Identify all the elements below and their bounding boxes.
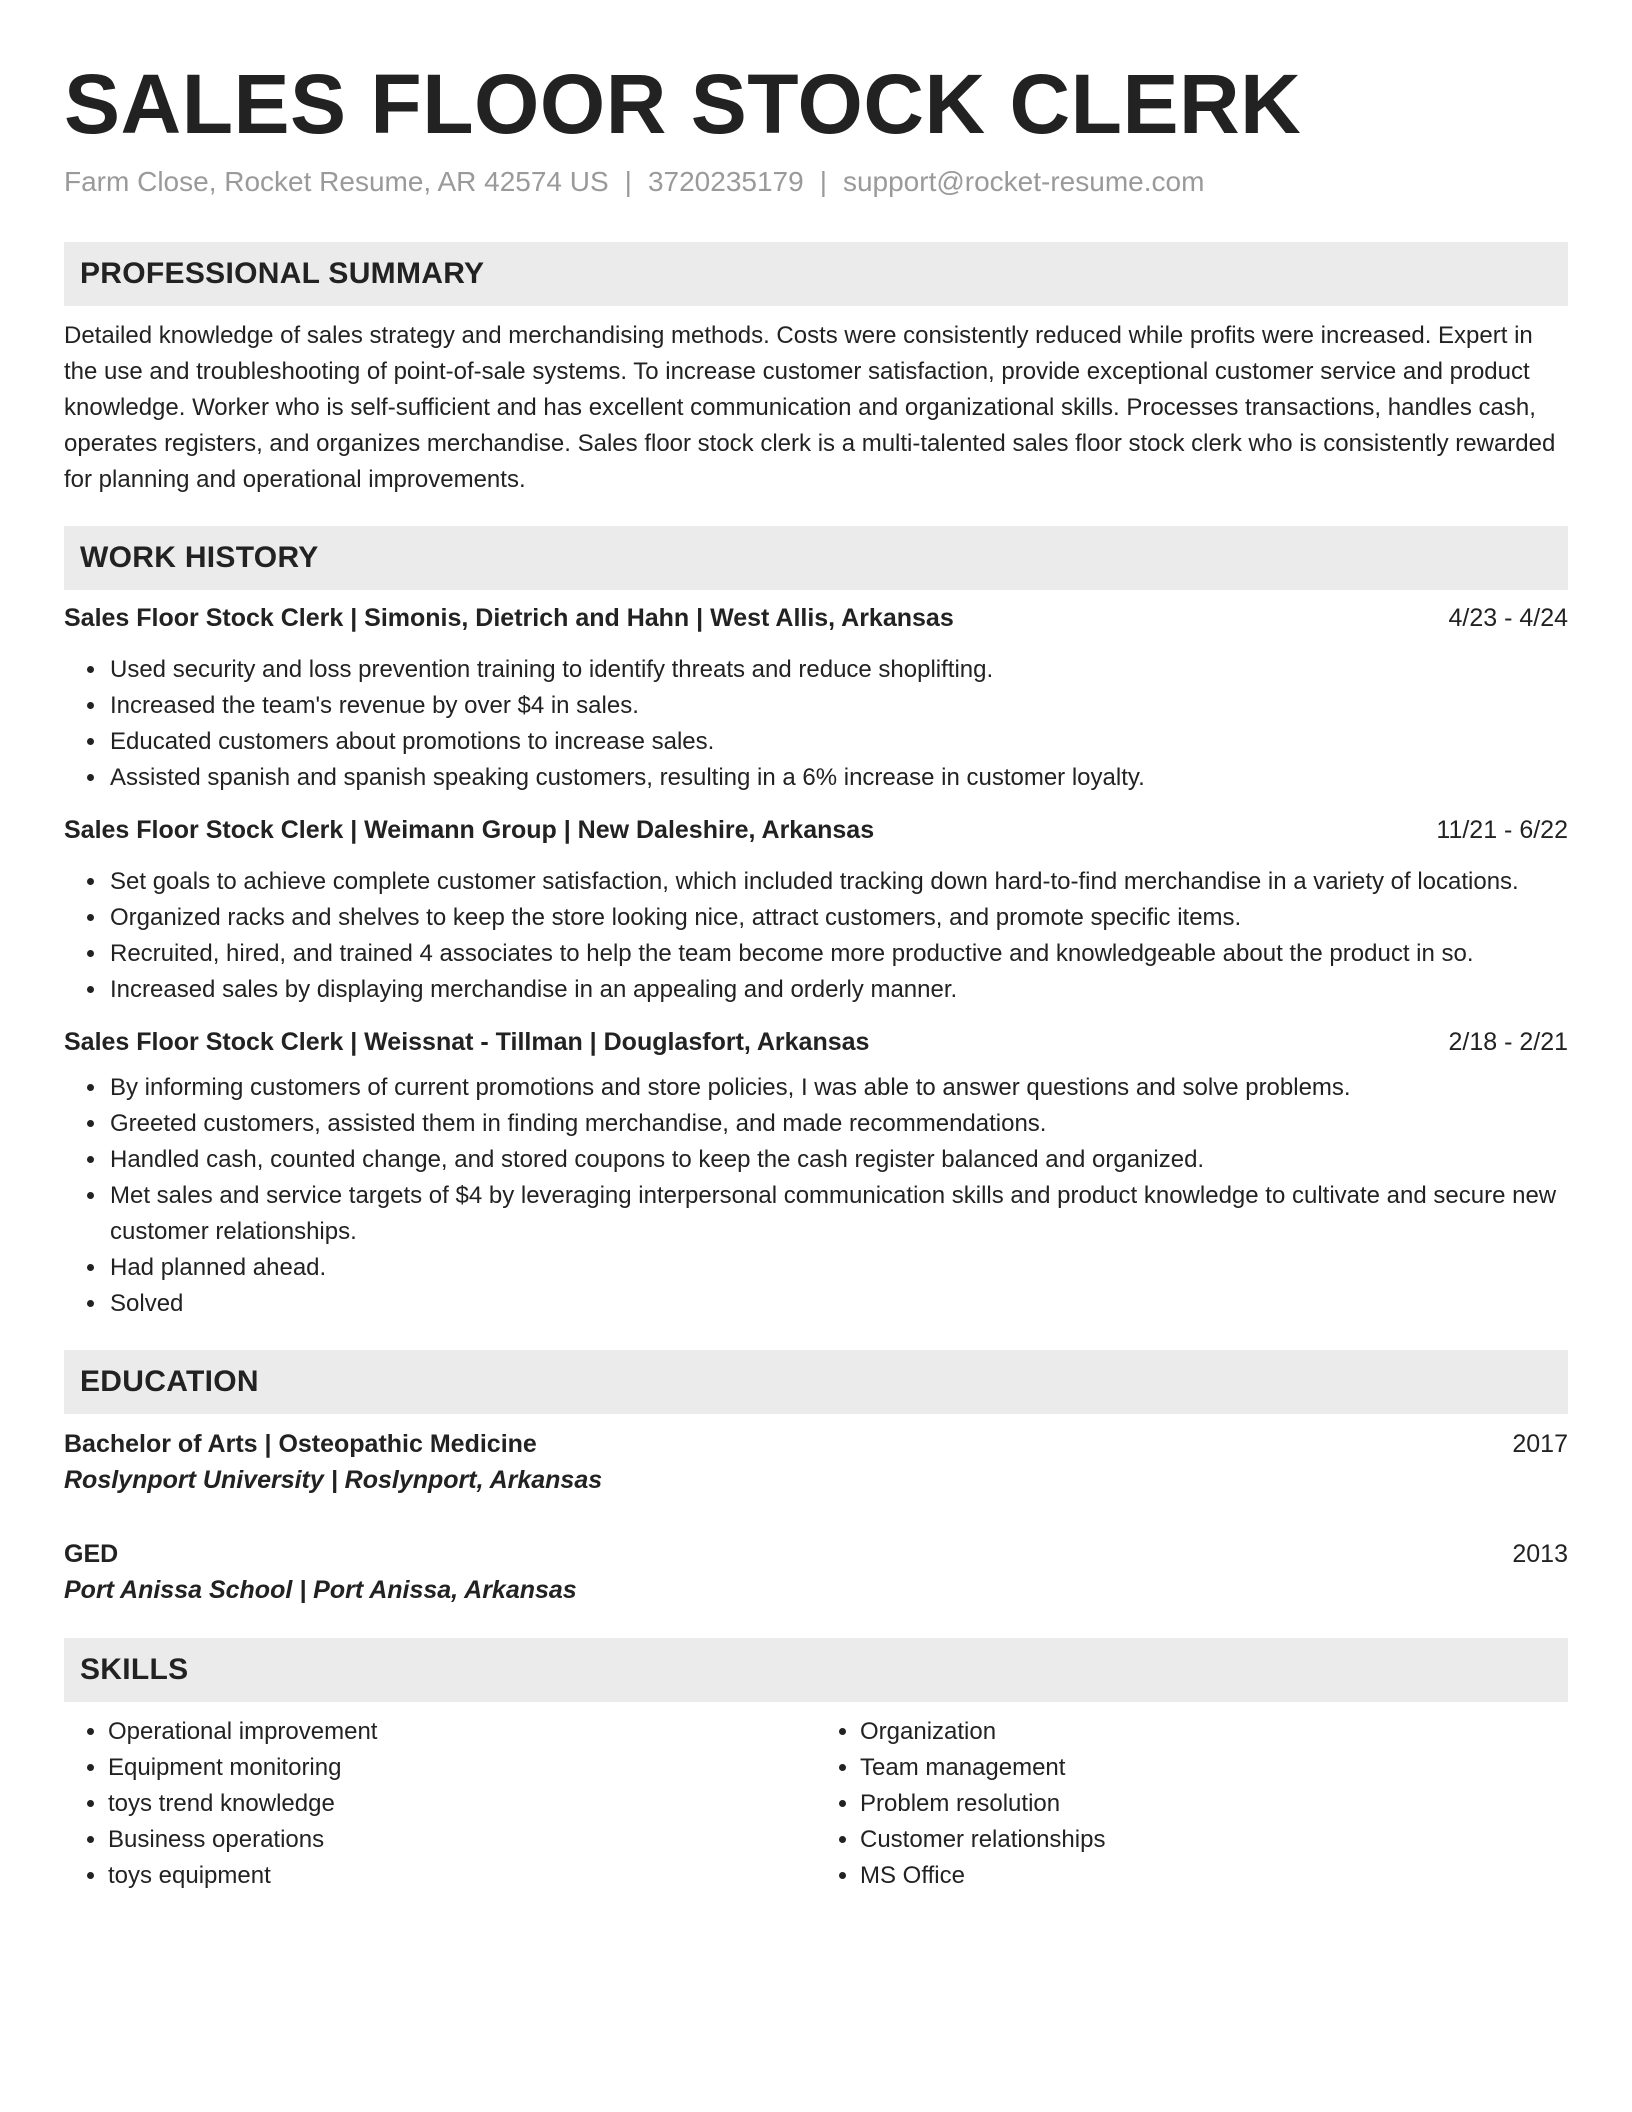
skill-item: • Operational improvement	[108, 1714, 816, 1750]
skill-item: • toys equipment	[108, 1858, 816, 1894]
job-dates: 11/21 - 6/22	[1436, 816, 1568, 844]
job-header	[64, 600, 1568, 636]
list-item: • By informing customers of current promotions and store policies, I was able to answer questions and solve problems.	[108, 1070, 1568, 1106]
graduation-year: 2013	[1512, 1540, 1568, 1568]
skills-list	[64, 1714, 1568, 1894]
list-item: • Educated customers about promotions to increase sales.	[108, 724, 1568, 760]
job-title: Sales Floor Stock Clerk | Weissnat - Tillman | Douglasfort, Arkansas	[64, 1028, 870, 1056]
list-item: • Greeted customers, assisted them in finding merchandise, and made recommendations.	[108, 1106, 1568, 1142]
education-entry	[64, 1426, 1568, 1498]
job-bullets	[64, 652, 1568, 796]
list-item: • Used security and loss prevention training to identify threats and reduce shoplifting.	[108, 652, 1568, 688]
list-item: • Handled cash, counted change, and stored coupons to keep the cash register balanced and organized.	[108, 1142, 1568, 1178]
education-header	[64, 1426, 1568, 1462]
school: Roslynport University | Roslynport, Arkansas	[64, 1466, 603, 1494]
job-title: Sales Floor Stock Clerk | Weimann Group | New Daleshire, Arkansas	[64, 816, 875, 844]
skill-item: • Organization	[860, 1714, 1568, 1750]
skill-item: • Team management	[860, 1750, 1568, 1786]
job-bullets	[64, 864, 1568, 1008]
list-item: • Solved	[108, 1286, 1568, 1322]
section-header-work-history: WORK HISTORY	[64, 526, 1568, 590]
list-item: • Increased the team's revenue by over $4 in sales.	[108, 688, 1568, 724]
job-bullets	[64, 1070, 1568, 1322]
list-item: • Had planned ahead.	[108, 1250, 1568, 1286]
section-header-summary: PROFESSIONAL SUMMARY	[64, 242, 1568, 306]
skill-item: • Problem resolution	[860, 1786, 1568, 1822]
address: Farm Close, Rocket Resume, AR 42574 US	[64, 166, 609, 197]
list-item: • Organized racks and shelves to keep the store looking nice, attract customers, and promote specific items.	[108, 900, 1568, 936]
contact-separator: |	[819, 166, 827, 197]
phone-number: 3720235179	[647, 166, 804, 197]
skills-column-right	[816, 1714, 1568, 1894]
school: Port Anissa School | Port Anissa, Arkansas	[64, 1576, 577, 1604]
job-dates: 2/18 - 2/21	[1448, 1028, 1568, 1056]
education-header	[64, 1536, 1568, 1572]
skill-item: • Equipment monitoring	[108, 1750, 816, 1786]
graduation-year: 2017	[1512, 1430, 1568, 1458]
job-entry	[64, 1024, 1568, 1322]
list-item: • Increased sales by displaying merchandise in an appealing and orderly manner.	[108, 972, 1568, 1008]
skill-item: • MS Office	[860, 1858, 1568, 1894]
list-item: • Met sales and service targets of $4 by leveraging interpersonal communication skills and product knowledge to cultivate and secure new customer relationships.	[108, 1178, 1568, 1250]
job-title: Sales Floor Stock Clerk | Simonis, Dietrich and Hahn | West Allis, Arkansas	[64, 604, 954, 632]
list-item: • Assisted spanish and spanish speaking customers, resulting in a 6% increase in customer loyalty.	[108, 760, 1568, 796]
skill-item: • Customer relationships	[860, 1822, 1568, 1858]
section-header-education: EDUCATION	[64, 1350, 1568, 1414]
summary-text: Detailed knowledge of sales strategy and merchandising methods. Costs were consistently reduced while profits were increased. Expert in the use and troubleshooting of point-of-sale systems. To increase customer satisfaction, provide exceptional customer service and product knowledge. Worker who is self-sufficient and has excellent communication and organizational skills. Processes transactions, handles cash, operates registers, and organizes merchandise. Sales floor stock clerk is a multi-talented sales floor stock clerk who is consistently rewarded for planning and operational improvements.	[64, 322, 1556, 493]
section-header-skills: SKILLS	[64, 1638, 1568, 1702]
list-item: • Recruited, hired, and trained 4 associates to help the team become more productive and knowledgeable about the product in so.	[108, 936, 1568, 972]
contact-separator: |	[624, 166, 632, 197]
job-dates: 4/23 - 4/24	[1448, 604, 1568, 632]
job-entry	[64, 600, 1568, 796]
education-entry	[64, 1536, 1568, 1608]
skill-item: • toys trend knowledge	[108, 1786, 816, 1822]
contact-line	[64, 164, 1568, 200]
email-address: support@rocket-resume.com	[842, 166, 1205, 197]
job-header	[64, 812, 1568, 848]
job-entry	[64, 812, 1568, 1008]
job-header	[64, 1024, 1568, 1060]
degree: Bachelor of Arts | Osteopathic Medicine	[64, 1430, 537, 1458]
candidate-name: SALES FLOOR STOCK CLERK	[64, 57, 1302, 151]
degree: GED	[64, 1540, 119, 1568]
skill-item: • Business operations	[108, 1822, 816, 1858]
list-item: • Set goals to achieve complete customer satisfaction, which included tracking down hard-to-find merchandise in a variety of locations.	[108, 864, 1568, 900]
skills-column-left	[64, 1714, 816, 1894]
